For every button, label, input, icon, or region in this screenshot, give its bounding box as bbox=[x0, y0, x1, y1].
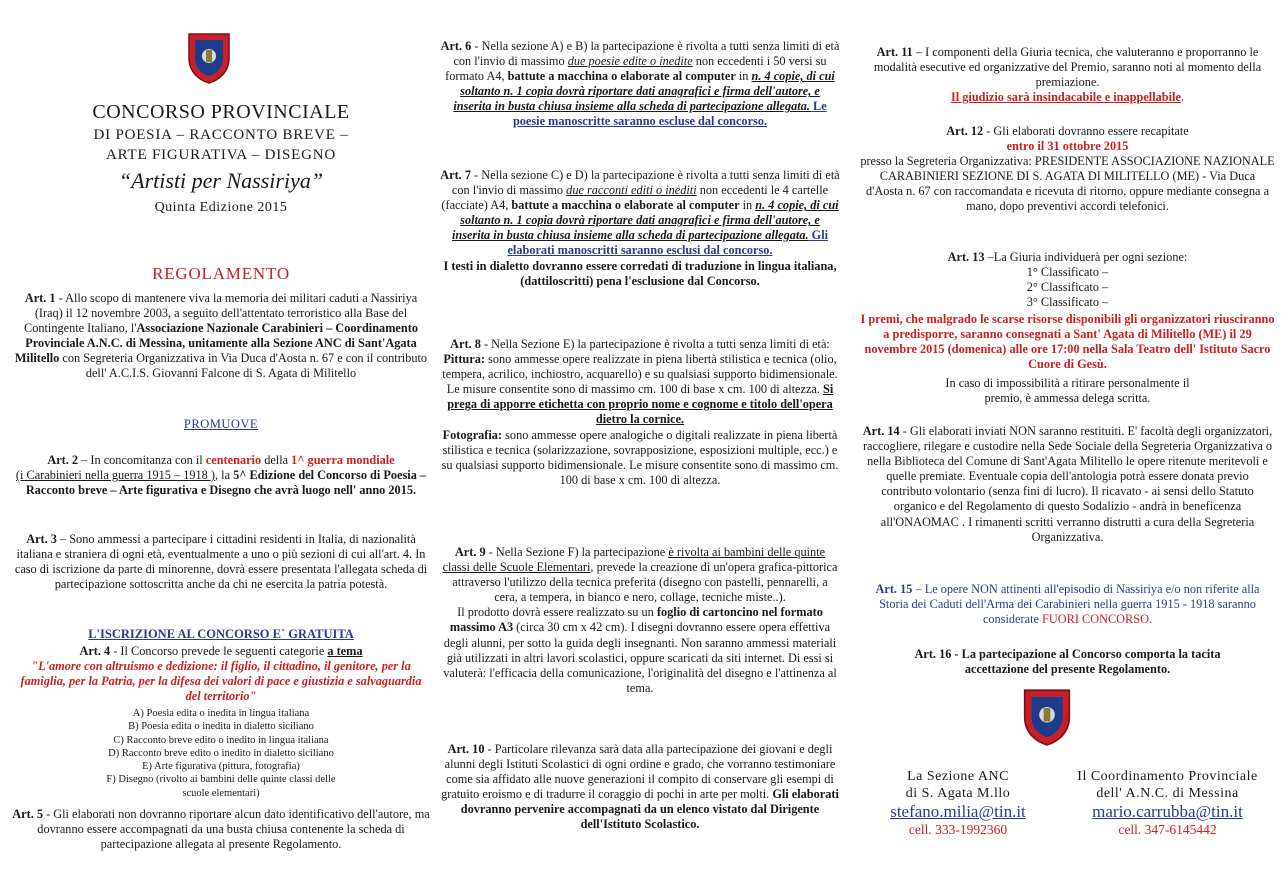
contest-name: “Artisti per Nassiriya” bbox=[118, 168, 324, 193]
category-c: C) Racconto breve edito o inedito in lingua italiana bbox=[113, 734, 329, 746]
art-5-text: - Gli elaborati non dovranno riportare alcun dato identificativo dell'autore, ma dovranno essere accompagnati da una busta chiusa contenente la scheda di partecipazione allegata al presente Regolamento. bbox=[37, 807, 430, 852]
art-9-label: Art. 9 bbox=[454, 545, 486, 559]
sig2-email-link[interactable]: mario.carrubba@tin.it bbox=[1092, 802, 1243, 821]
art-1-text-2: con Segreteria Organizzativa in Via Duca d'Aosta n. 67 e con il contributo dell' A.C.I.S. Giovanni Falcone di S. Agata di Militello bbox=[59, 351, 428, 381]
art-11 bbox=[860, 45, 1275, 105]
art-9-text-2: , prevede la creazione di un'opera grafica-pittorica attraverso l'utilizzo della tecnica preferita (disegno con pastelli, pennarelli, a cera, a tempera, in bianco e nero, collage, tecniche miste..). bbox=[452, 560, 838, 605]
art-7-text-2: non eccedenti le 4 cartelle (facciate) A4, bbox=[441, 183, 829, 213]
art-15-text: – Le opere NON attinenti all'episodio di Nassiriya e/o non riferite alla Storia dei Caduti dell'Arma dei Carabinieri nella guerra 1915 - 1918 saranno considerate bbox=[879, 582, 1260, 627]
art-10-text: - Particolare rilevanza sarà data alla partecipazione dei giovani e degli alunni degli Istituti Scolastici di ogni ordine e grado, che vorranno testimoniare come sia affidato alle nuove generazioni il compito di conservare gli esempi di gratuito eroismo e di tradurre il coraggio di pochi in arte per molti. bbox=[441, 742, 836, 802]
art-7-bold: battute a macchina o elaborate al computer bbox=[511, 198, 740, 213]
art-14-label: Art. 14 bbox=[862, 424, 900, 438]
sig2-cell: cell. 347-6145442 bbox=[1118, 822, 1217, 837]
art-13 bbox=[860, 250, 1275, 265]
art-4-label: Art. 4 bbox=[79, 644, 111, 658]
place-3: 3° Classificato – bbox=[1026, 295, 1109, 310]
sig1-cell: cell. 333-1992360 bbox=[908, 822, 1008, 837]
signature-sezione bbox=[868, 768, 1048, 838]
sig1-line2: di S. Agata M.llo bbox=[905, 786, 1011, 801]
art-7-due-racconti: due racconti editi o inediti bbox=[566, 183, 697, 198]
place-2: 2° Classificato – bbox=[1026, 280, 1109, 295]
art-2-label: Art. 2 bbox=[47, 453, 79, 467]
art-2 bbox=[12, 453, 430, 498]
art-11-period: . bbox=[1180, 90, 1184, 105]
category-e: E) Arte figurativa (pittura, fotografia) bbox=[142, 761, 300, 773]
art-3-text: – Sono ammessi a partecipare i cittadini residenti in Italia, di nazionalità italiana e straniera di ogni età, eventualmente a uno o più sezioni di cui all'art. 4. In caso di iscrizione da parte di minorenne, dovrà essere presentata l'allegata scheda di partecipazione sottoscritta anche da chi ne esercita la patria potestà. bbox=[14, 532, 428, 592]
art-15-fuori: FUORI CONCORSO. bbox=[1042, 612, 1153, 627]
art-8-fotografia: Fotografia: bbox=[442, 427, 503, 442]
sig1-email-link[interactable]: stefano.milia@tin.it bbox=[890, 802, 1026, 821]
art-1-bold: Associazione Nazionale Carabinieri – Coordinamento Provinciale A.N.C. di Messina, unitamente alla Sezione ANC di Sant'Agata Militello bbox=[14, 321, 418, 366]
art-10 bbox=[440, 742, 840, 833]
sig2-line2: dell' A.N.C. di Messina bbox=[1096, 786, 1239, 801]
art-16-label: Art. 16 bbox=[914, 647, 952, 661]
art-8-text: - Nella Sezione E) la partecipazione è rivolta a tutti senza limiti di età: bbox=[480, 337, 830, 351]
carabinieri-crest-icon bbox=[1022, 688, 1072, 746]
art-6-text-2: non eccedenti i 50 versi su formato A4, bbox=[445, 54, 827, 84]
art-2-guerra: 1^ guerra mondiale bbox=[291, 453, 395, 467]
art-6-manoscritte: Le poesie manoscritte saranno escluse dal concorso. bbox=[512, 99, 827, 129]
art-12 bbox=[860, 124, 1275, 215]
art-11-giudizio: Il giudizio sarà insindacabile e inappellabile bbox=[950, 90, 1181, 105]
art-11-text: – I componenti della Giuria tecnica, che valuteranno e proporranno le modalità esecutive ed organizzative del Premio, saranno noti al momento della premiazione. bbox=[873, 45, 1262, 90]
art-10-label: Art. 10 bbox=[447, 742, 485, 756]
art-7-text-3: in bbox=[739, 198, 756, 213]
art-16 bbox=[890, 647, 1245, 677]
edition: Quinta Edizione 2015 bbox=[154, 200, 288, 215]
art-7-label: Art. 7 bbox=[440, 168, 471, 182]
art-6-text: - Nella sezione A) e B) la partecipazione è rivolta a tutti senza limiti di età con l'invio di massimo bbox=[453, 39, 840, 69]
page-title: CONCORSO PROVINCIALE bbox=[92, 101, 350, 123]
art-2-bold: 5^ Edizione del Concorso di Poesia – Racconto breve – Arte figurativa e Disegno che avrà luogo nell' anno 2015. bbox=[25, 468, 427, 498]
art-13-delega: In caso di impossibilità a ritirare personalmente il premio, è ammessa delega scritta. bbox=[945, 376, 1190, 406]
tema-quote: "L'amore con altruismo e dedizione: il figlio, il cittadino, il genitore, per la famiglia, per la Patria, per la difesa dei valori di pace e giustizia e salvaguardia del territorio" bbox=[20, 659, 422, 704]
art-6-text-3: in bbox=[735, 69, 752, 84]
art-7-dialetto: I testi in dialetto dovranno essere corredati di traduzione in lingua italiana,(dattiloscritti) pena l'esclusione dal Concorso. bbox=[443, 258, 837, 288]
art-1-label: Art. 1 bbox=[24, 291, 56, 305]
sig1-line1: La Sezione ANC bbox=[907, 769, 1009, 784]
subtitle-1: DI POESIA – RACCONTO BREVE – bbox=[93, 127, 349, 143]
art-8-etichetta: Si prega di apporre etichetta con proprio nome e cognome e titolo dell'opera dietro la cornice. bbox=[447, 382, 834, 427]
art-4-text: - Il Concorso prevede le seguenti categorie bbox=[110, 644, 328, 658]
art-4-tema: a tema bbox=[327, 644, 363, 658]
art-6 bbox=[440, 39, 840, 130]
art-2-text: – In concomitanza con il bbox=[78, 453, 206, 467]
art-8-label: Art. 8 bbox=[450, 337, 481, 351]
place-1: 1° Classificato – bbox=[1026, 265, 1109, 279]
category-a: A) Poesia edita o inedita in lingua italiana bbox=[132, 708, 310, 719]
art-6-copies: n. 4 copie, di cui soltanto n. 1 copia dovrà riportare dati anagrafici e firma dell'autore, e inserita in busta chiusa insieme alla scheda di partecipazione allegata. bbox=[453, 69, 835, 114]
art-9-text-3: Il prodotto dovrà essere realizzato su un bbox=[457, 605, 657, 620]
art-2-carabinieri: (i Carabinieri nella guerra 1915 – 1918 ) bbox=[15, 468, 215, 483]
art-5-label: Art. 5 bbox=[12, 807, 44, 821]
art-12-deadline: entro il 31 ottobre 2015 bbox=[1006, 139, 1129, 154]
art-9-text-4: (circa 30 cm x 42 cm). I disegni dovranno essere opera effettiva degli alunni, per sotto la guida degli insegnanti. Non saranno ammessi materiali già utilizzati in altri lavori scolastici, oppure scaricati da siti internet. Di essi si valuterà: l'efficacia della comunicazione, l'originalità del disegno e l'attinenza al tema. bbox=[443, 620, 837, 695]
art-13-label: Art. 13 bbox=[947, 250, 985, 264]
art-1 bbox=[12, 291, 430, 382]
art-5 bbox=[12, 807, 430, 852]
carabinieri-crest-icon bbox=[187, 32, 231, 84]
art-7-copies: n. 4 copie, di cui soltanto n. 1 copia dovrà riportare dati anagrafici e firma dell'autore, e inserita in busta chiusa insieme alla scheda di partecipazione allegata. bbox=[451, 198, 839, 243]
category-b: B) Poesia edita o inedita in dialetto siciliano bbox=[128, 721, 314, 733]
art-2-centenario: centenario bbox=[205, 453, 262, 467]
art-2-text-3: , la bbox=[215, 468, 234, 483]
art-1-text: - Allo scopo di mantenere viva la memoria dei militari caduti a Nassiriya (Iraq) il 12 novembre 2003, a seguito dell'attentato terroristico alla Base del Contingente Italiano, l' bbox=[24, 291, 418, 336]
art-6-due-poesie: due poesie edite o inedite bbox=[567, 54, 693, 69]
art-12-address: presso la Segreteria Organizzativa: PRESIDENTE ASSOCIAZIONE NAZIONALE CARABINIERI SEZIONE DI S. AGATA DI MILITELLO (ME) - Via Duca d'Aosta n. 67 con raccomandata e ricevuta di ritorno, oppure mediante consegna a mano, dopo preventivi accordi telefonici. bbox=[860, 154, 1275, 214]
art-9 bbox=[440, 545, 840, 696]
art-13-premi: I premi, che malgrado le scarse risorse disponibili gli organizzatori riusciranno a predisporre, saranno consegnati a Sant' Agata di Militello (ME) il 29 novembre 2015 (domenica) alle ore 17:00 nella Sala Teatro dell' Istituto Sacro Cuore di Gesù. bbox=[860, 312, 1275, 372]
category-f: F) Disegno (rivolto ai bambini delle quinte classi delle scuole elementari) bbox=[106, 774, 336, 799]
places-list bbox=[860, 265, 1275, 310]
art-10-bold: Gli elaborati dovranno pervenire accompagnati da un elenco vistato dal Dirigente dell'Istituto Scolastico. bbox=[460, 787, 839, 832]
art-7-text: - Nella sezione C) e D) la partecipazione è rivolta a tutti senza limiti di età con l'invio di massimo bbox=[451, 168, 840, 198]
art-13-text: –La Giuria individuerà per ogni sezione: bbox=[984, 250, 1188, 264]
art-12-text: - Gli elaborati dovranno essere recapitate bbox=[983, 124, 1189, 138]
art-15 bbox=[860, 582, 1275, 627]
art-3-label: Art. 3 bbox=[26, 532, 57, 546]
signature-coordinamento bbox=[1060, 768, 1275, 838]
art-6-bold: battute a macchina o elaborate al computer bbox=[507, 69, 736, 84]
categories-list bbox=[12, 707, 430, 800]
art-6-label: Art. 6 bbox=[440, 39, 472, 53]
sig2-line1: Il Coordinamento Provinciale bbox=[1077, 769, 1258, 784]
art-2-text-2: della bbox=[261, 453, 292, 467]
art-8 bbox=[440, 337, 840, 488]
art-8-fotografia-text: sono ammesse opere analogiche o digitali realizzate in piena libertà stilistica e tecnica (solarizzazione, sovrapposizione, esposizioni multiple, ecc.) e su qualsiasi supporto bidimensionale. Le misure consentite sono di massimo cm. 100 di base x cm. 100 di altezza. bbox=[441, 427, 839, 487]
art-11-label: Art. 11 bbox=[876, 45, 913, 59]
art-8-pittura-text: sono ammesse opere realizzate in piena libertà stilistica e tecnica (olio, tempera, acrilico, inchiostro, acquarello) e su qualsiasi supporto bidimensionale. Le misure consentite sono di massimo cm. 100 di base x cm. 100 di altezza. bbox=[442, 352, 838, 397]
art-3 bbox=[12, 532, 430, 592]
art-7-manoscritti: Gli elaborati manoscritti saranno esclusi dal concorso. bbox=[507, 228, 829, 258]
art-12-label: Art. 12 bbox=[946, 124, 984, 138]
art-16-text: - La partecipazione al Concorso comporta la tacita accettazione del presente Regolamento. bbox=[951, 647, 1221, 677]
regolamento-heading: REGOLAMENTO bbox=[152, 264, 290, 283]
subtitle-2: ARTE FIGURATIVA – DISEGNO bbox=[105, 147, 337, 163]
art-14-text: - Gli elaborati inviati NON saranno restituiti. E' facoltà degli organizzatori, raccogliere, rilegare e custodire nella Sede Sociale della Segreteria Organizzativa o nella Biblioteca del Comune di Sant'Agata Militello le opere ritenute meritevoli e quelle premiate. Eventuale copia dell'antologia potrà essere donata previo contributo volontario (senza fini di lucro). Il ricavato - ai sensi dello Statuto organico e del Regolamento di questo Sodalizio - andrà in beneficenza all'ONAOMAC . I rimanenti scritti verranno distrutti a cura della Segreteria Organizzativa. bbox=[862, 424, 1273, 544]
art-15-label: Art. 15 bbox=[875, 582, 913, 596]
art-9-bambini: è rivolta ai bambini delle quinte classi delle Scuole Elementari bbox=[442, 545, 826, 575]
promuove-heading: PROMUOVE bbox=[183, 417, 259, 431]
category-d: D) Racconto breve edito o inedito in dialetto siciliano bbox=[108, 747, 334, 759]
art-9-formato: foglio di cartoncino nel formato massimo A3 bbox=[449, 605, 823, 635]
art-4 bbox=[12, 644, 430, 659]
art-9-text: - Nella Sezione F) la partecipazione bbox=[485, 545, 669, 559]
art-7 bbox=[440, 168, 840, 289]
iscrizione-heading: L'ISCRIZIONE AL CONCORSO E` GRATUITA bbox=[88, 627, 354, 641]
art-8-pittura: Pittura: bbox=[443, 352, 485, 367]
art-14 bbox=[860, 424, 1275, 545]
